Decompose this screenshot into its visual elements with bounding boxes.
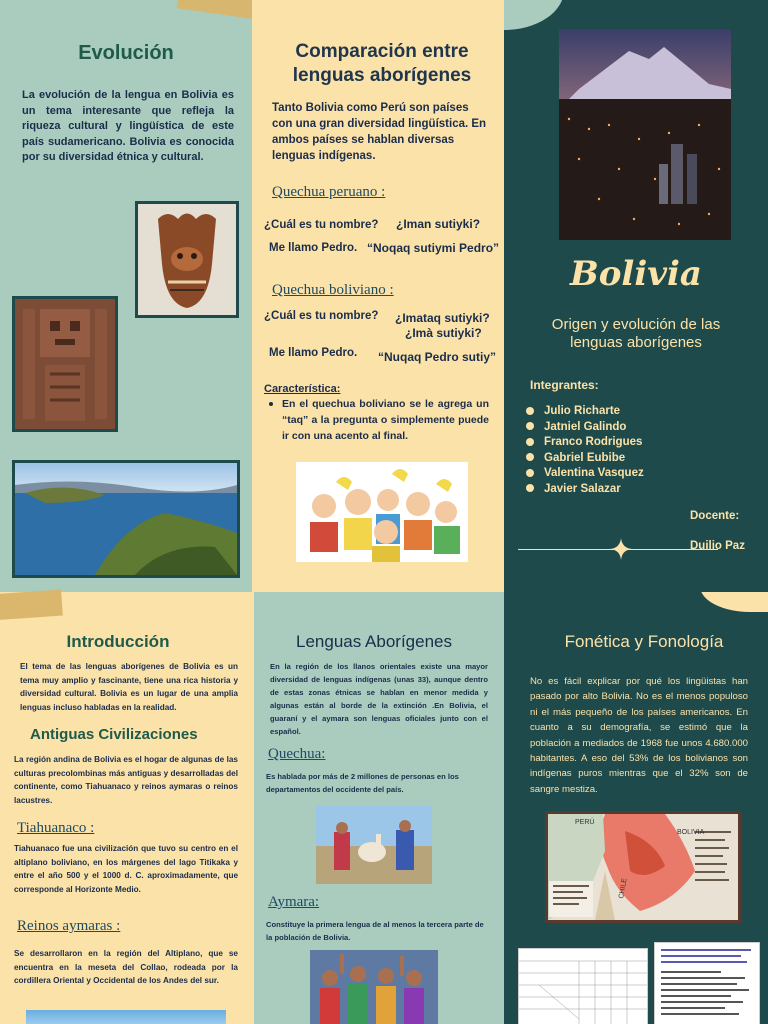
tape-strip-bottom-left xyxy=(0,590,63,621)
quechua-heading: Quechua: xyxy=(268,746,326,762)
member-item xyxy=(526,421,644,437)
integrantes-heading: Integrantes: xyxy=(530,378,599,392)
qp-question-2: Me llamo Pedro. xyxy=(269,242,358,254)
bullet-dot xyxy=(526,407,534,415)
member-name: Valentina Vasquez xyxy=(544,467,644,479)
qp-question-1: ¿Cuál es tu nombre? xyxy=(264,219,379,231)
portada-subtitle: Origen y evolución de las lenguas aborígenes xyxy=(551,316,721,351)
clay-vessel-image xyxy=(135,201,239,318)
member-item xyxy=(526,483,644,499)
quechua-boliviano-heading: Quechua boliviano : xyxy=(272,282,394,298)
quechua-peruano-heading: Quechua peruano : xyxy=(272,184,386,200)
member-name: Jatniel Galindo xyxy=(544,420,627,433)
member-name: Julio Richarte xyxy=(544,405,621,417)
member-name: Franco Rodrigues xyxy=(544,436,643,448)
panel-fonetica xyxy=(504,592,768,1024)
fonetica-text: No es fácil explicar por qué los lingüistas han pasado por alto Bolivia. No es el menos populoso ni el más pequeño de los países americanos. En cuanto a su demografía, se estimó que la población a mediados de 1968 fue unos 4.680.000 habitantes. A eso del 53% de los bolivianos son indígenas puros mientras que el 32% son de sangre mestiza. xyxy=(530,676,748,795)
comparacion-intro: Tanto Bolivia como Perú son países con una gran diversidad lingüística. En ambos países se hablan diversas lenguas indígenas. xyxy=(272,102,487,162)
panel-portada xyxy=(504,0,768,592)
qb-question-1: ¿Cuál es tu nombre? xyxy=(264,310,379,322)
member-item xyxy=(526,405,644,421)
children-cartoon-image xyxy=(296,462,468,562)
panel-introduccion xyxy=(0,592,254,1024)
bullet-dot xyxy=(526,438,534,446)
tiahuanaco-heading: Tiahuanaco : xyxy=(17,820,95,836)
corner-cream-shape xyxy=(700,592,768,612)
phonetic-notes-image xyxy=(654,942,760,1024)
quechua-text: Es hablada por más de 2 millones de personas en los departamentos del occidente del país. xyxy=(266,772,459,794)
evolucion-text: La evolución de la lengua en Bolivia es un tema interesante que refleja la riqueza cultural y lingüística de este país sudamericano. Bolivia es conocida por su diversidad étnica y cultural. xyxy=(22,89,234,163)
reinos-aymaras-heading: Reinos aymaras : xyxy=(17,918,121,934)
bolivia-title: Bolivia xyxy=(570,254,702,294)
antiguas-civilizaciones-title: Antiguas Civilizaciones xyxy=(30,726,198,743)
qb-answer-1: ¿Imataq sutiyki? xyxy=(395,311,490,325)
bullet-dot xyxy=(526,453,534,461)
reinos-text: Se desarrollaron en la región del Altiplano, que se encuentra en la meseta del Collao, rodeada por la cordillera Oriental y Occidental de los Andes del sur. xyxy=(14,949,238,985)
member-item xyxy=(526,467,644,483)
comparacion-title: Comparación entre lenguas aborígenes xyxy=(292,41,472,86)
bullet-dot xyxy=(526,422,534,430)
antiguas-text: La región andina de Bolivia es el hogar de algunas de las culturas precolombinas más antiguas y desarrolladas del continente, como Tiahuanaco y reinos aymaras o reinos lacustres. xyxy=(14,755,238,805)
quechua-people-image xyxy=(316,806,432,884)
member-name: Javier Salazar xyxy=(544,482,621,495)
sparkle-icon xyxy=(610,538,632,560)
member-item xyxy=(526,452,644,468)
qb-answer-1b: ¿Imà sutiyki? xyxy=(405,326,482,340)
tiahuanaco-text: Tiahuanaco fue una civilización que tuvo su centro en el altiplano boliviano, en los márgenes del lago Titikaka y entre el año 500 y el 1000 d. C. aproximadamente, que corresponde al Horizonte Medio. xyxy=(14,844,238,894)
la-paz-night-image xyxy=(559,29,731,240)
member-name: Gabriel Eubibe xyxy=(544,451,626,464)
bullet-dot xyxy=(526,484,534,492)
caracteristica-heading: Característica: xyxy=(264,383,341,395)
caracteristica-text: En el quechua boliviano se le agrega un “taq” a la pregunta o simplemente puede ir con una acento al final. xyxy=(282,398,489,442)
docente-name: Duilio Paz xyxy=(690,540,745,552)
bullet-dot xyxy=(269,402,273,406)
member-item xyxy=(526,436,644,452)
lenguas-title: Lenguas Aborígenes xyxy=(296,632,452,651)
sky-image-strip xyxy=(26,1010,226,1024)
qp-answer-1: ¿Iman sutiyki? xyxy=(396,217,481,231)
lake-titicaca-image xyxy=(12,460,240,578)
panel-comparacion xyxy=(252,0,504,592)
qp-answer-2: “Noqaq sutiymi Pedro” xyxy=(367,241,500,255)
introduccion-title: Introducción xyxy=(66,632,170,651)
map-label-bolivia: BOLIVIA xyxy=(677,829,705,836)
panel-evolucion xyxy=(0,0,252,592)
phonetic-table-image xyxy=(518,948,648,1024)
qb-answer-2: “Nuqaq Pedro sutiy” xyxy=(378,350,497,364)
qb-question-2: Me llamo Pedro. xyxy=(269,347,358,359)
map-label-peru: PERÚ xyxy=(575,819,595,826)
aymara-heading: Aymara: xyxy=(268,894,320,910)
aymara-text: Constituye la primera lengua de al menos la tercera parte de la población de Bolivia. xyxy=(266,920,484,942)
fonetica-title: Fonética y Fonología xyxy=(564,632,724,651)
map-label-chile: CHILE xyxy=(618,877,629,900)
docente-label: Docente: xyxy=(690,510,740,522)
bullet-dot xyxy=(526,469,534,477)
aymara-people-image xyxy=(310,950,438,1024)
introduccion-text: El tema de las lenguas aborígenes de Bolivia es un tema muy amplio y fascinante, tiene una rica historia y diversidad cultural. Bolivia es un lugar de una amplia lenguas incluso habladas en la realidad. xyxy=(20,662,238,712)
lenguas-text: En la región de los llanos orientales existe una mayor diversidad de lenguas indígenas (unas 33), aunque dentro de estas zonas étnicas se hablan en menor medida y algunas están al borde de la extinción .En Bolivia, el guaraní y el aymara son lenguas oficiales junto con el español. xyxy=(270,662,488,736)
members-list xyxy=(526,405,644,498)
caracteristica-bullet xyxy=(269,396,489,444)
panel-lenguas xyxy=(254,592,504,1024)
stone-carving-image xyxy=(12,296,118,432)
language-map-image xyxy=(545,811,741,923)
evolucion-title: Evolución xyxy=(78,42,174,64)
